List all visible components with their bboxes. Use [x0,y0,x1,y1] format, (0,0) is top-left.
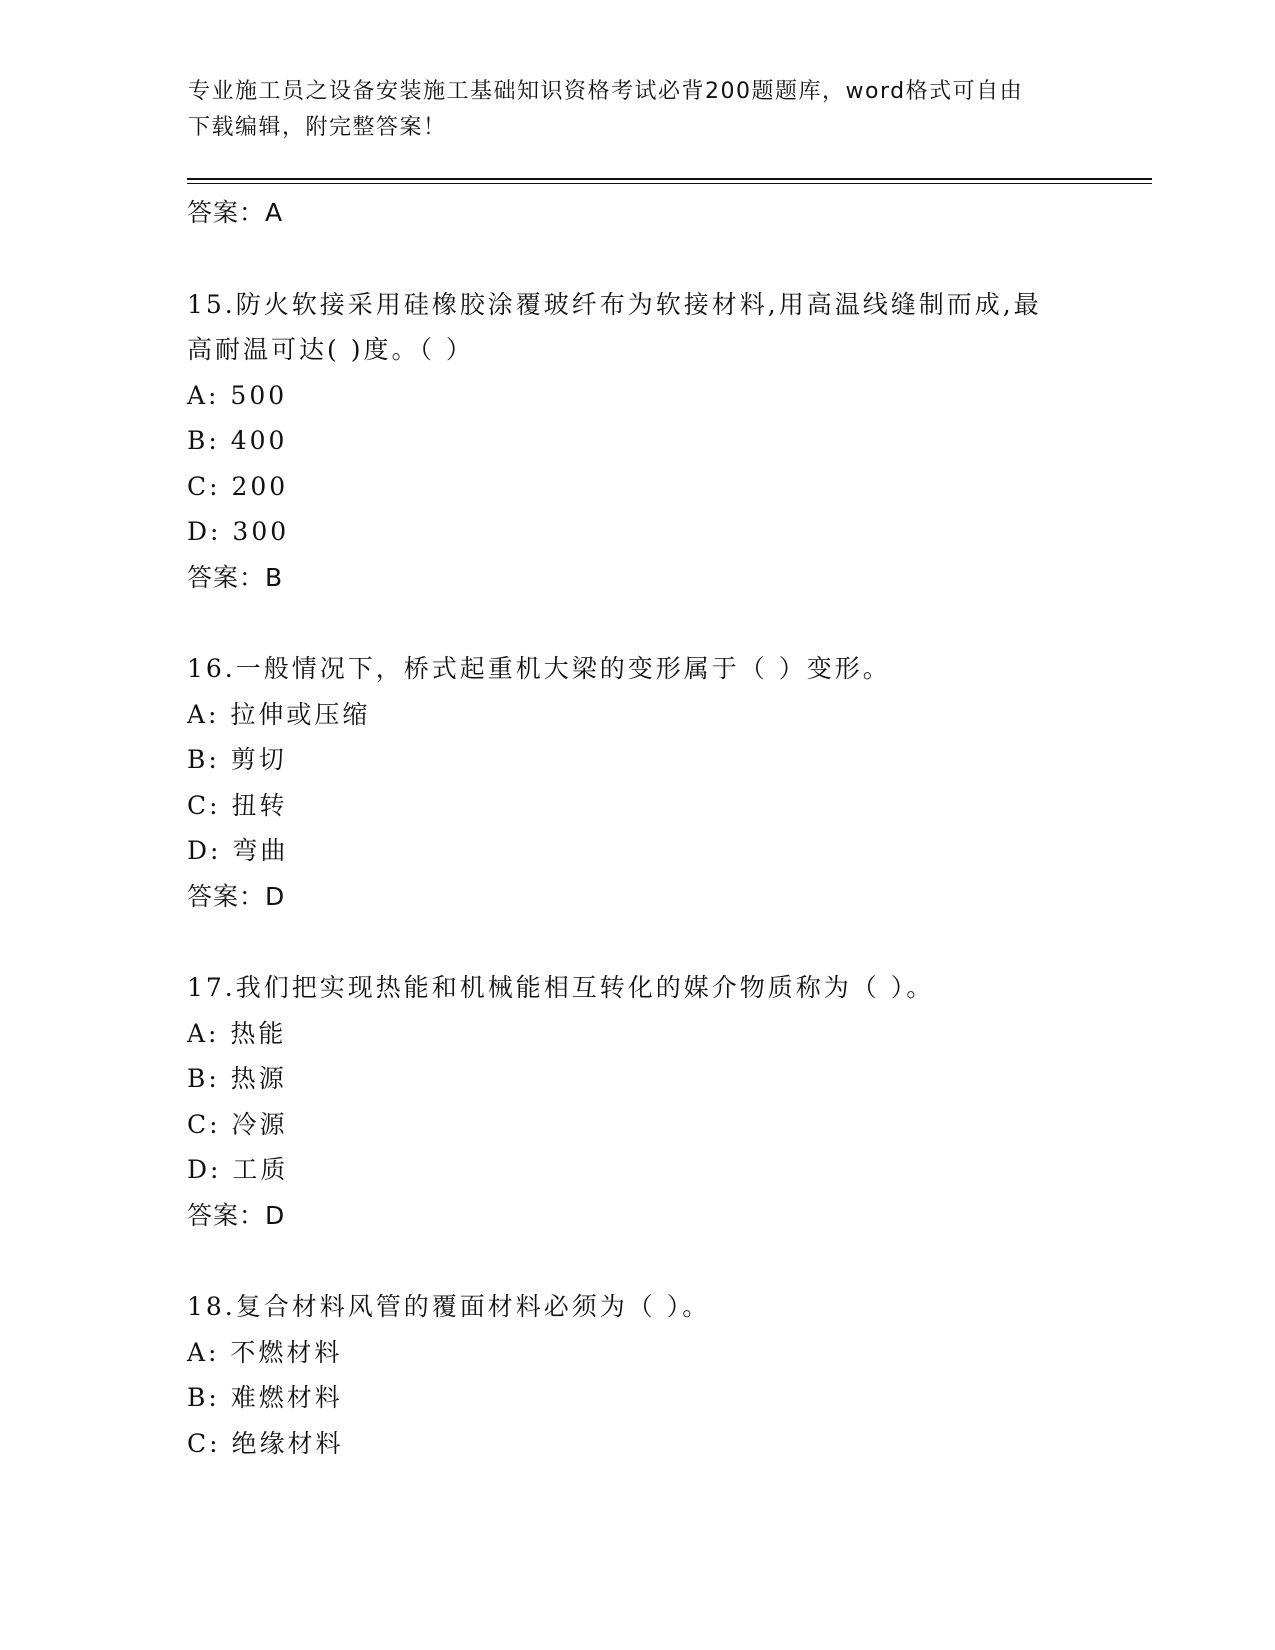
option-c: C: 绝缘材料 [187,1428,344,1458]
question-text: 17.我们把实现热能和机械能相互转化的媒介物质称为（ ）。 [187,973,935,1002]
question-text: 16.一般情况下，桥式起重机大梁的变形属于（ ）变形。 [187,654,891,683]
option-a: A: 不燃材料 [187,1337,343,1367]
question-block-15 [187,282,1087,601]
option-b: B: 400 [187,426,288,455]
question-text: 18.复合材料风管的覆面材料必须为（ ）。 [187,1292,711,1321]
header-divider-thin [187,183,1152,184]
spacer [187,600,1087,646]
spacer [187,1238,1087,1284]
answer-label: 答案：D [187,881,286,911]
option-a: A: 热能 [187,1018,287,1048]
document-body [187,190,1087,1466]
document-header [188,74,1068,146]
question-block-18 [187,1284,1087,1466]
header-divider-thick [187,178,1152,180]
question-block-17 [187,965,1087,1238]
answer-label: 答案：B [187,562,284,592]
option-c: C: 扭转 [187,790,288,820]
question-text-continued: 高耐温可达( )度。（ ） [187,335,474,364]
header-line-2: 下载编辑，附完整答案！ [188,115,447,140]
option-b: B: 热源 [187,1064,287,1093]
header-line-1: 专业施工员之设备安装施工基础知识资格考试必背200题题库，word格式可自由 [188,79,1024,104]
option-c: C: 200 [187,471,289,501]
spacer [187,236,1087,282]
option-c: C: 冷源 [187,1109,288,1139]
option-d: D: 弯曲 [187,836,289,865]
option-a: A: 拉伸或压缩 [187,699,371,729]
option-a: A: 500 [187,380,288,410]
spacer [187,919,1087,965]
option-d: D: 300 [187,517,290,546]
option-b: B: 难燃材料 [187,1383,343,1412]
option-d: D: 工质 [187,1155,289,1184]
answer-label: 答案：D [187,1200,286,1230]
option-b: B: 剪切 [187,745,287,774]
question-block-16 [187,646,1087,919]
question-text: 15.防火软接采用硅橡胶涂覆玻纤布为软接材料,用高温线缝制而成,最 [187,289,1042,319]
answer-label: 答案：A [187,198,284,227]
